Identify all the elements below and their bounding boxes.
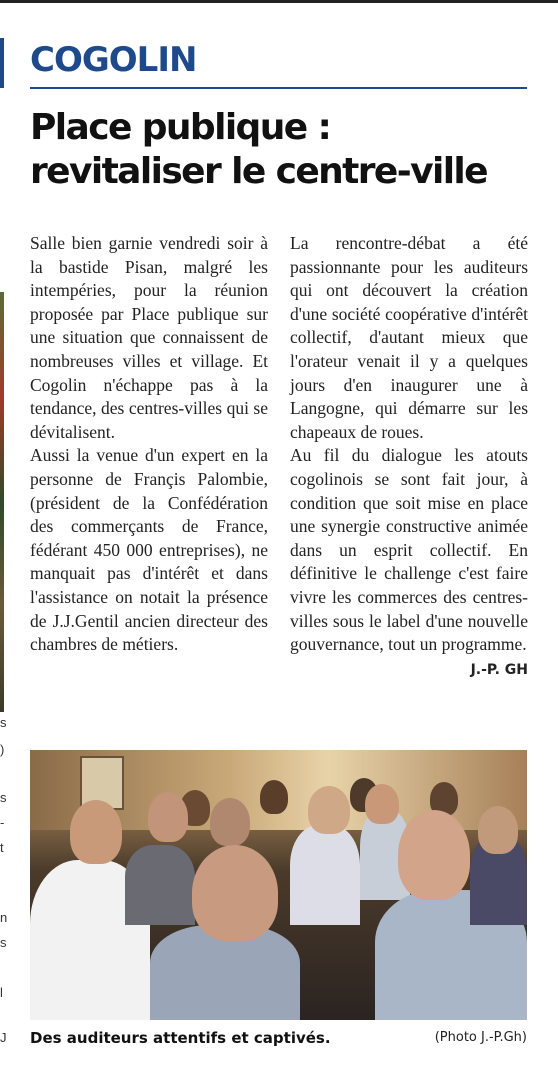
text-column-right — [290, 232, 528, 682]
paragraph-text: Au fil du dialogue les atouts cogolinois se sont fait jour, à condition que soit mise en place une synergie constructive animée dans un esprit collectif. En définitive le challenge c'est faire vivre les commerces des centres-villes sous le label d'une nouvelle gouvernance, tout un programme. — [290, 445, 528, 655]
paragraph — [290, 444, 528, 678]
text-column-left — [30, 232, 268, 657]
photo-person — [308, 786, 350, 834]
rubric-underline — [30, 87, 527, 89]
gutter-letter: - — [0, 815, 5, 830]
photo-person-shirt — [125, 845, 195, 925]
gutter-letter: t — [0, 840, 4, 855]
photo-caption: Des auditeurs attentifs et captivés. — [30, 1029, 331, 1047]
gutter-letter: s — [0, 935, 7, 950]
gutter-letter: l — [0, 985, 3, 1000]
adjacent-photo-edge — [0, 292, 4, 712]
photo-person — [148, 792, 188, 842]
photo-person — [70, 800, 122, 864]
gutter-letter: s — [0, 715, 7, 730]
top-rule — [0, 0, 558, 3]
gutter-letter: ) — [0, 742, 5, 757]
photo-person-shirt — [290, 825, 360, 925]
paragraph: Aussi la venue d'un expert en la personne de Françis Palombie, (président de la Confédération des commerçants de France, fédérant 450 000 entreprises), ne manquait pas d'intérêt et dans l'assistance on notait la présence de J.J.Gentil ancien directeur des chambres de métiers. — [30, 445, 268, 655]
photo-person — [478, 806, 518, 854]
photo-credit: (Photo J.-P.Gh) — [434, 1030, 527, 1045]
gutter-letter: J — [0, 1030, 7, 1045]
gutter-letter: n — [0, 910, 8, 925]
photo-person — [192, 845, 278, 941]
adjacent-column-strip — [0, 38, 4, 88]
paragraph: Salle bien garnie vendredi soir à la bastide Pisan, malgré les intempéries, pour la réunion proposée par Place publique sur une situation que connaissent de nombreuses villes et village. Et Cogolin n'échappe pas à la tendance, des centres-villes qui se dévitalisent. — [30, 233, 268, 442]
gutter-letter: s — [0, 790, 7, 805]
photo-person — [398, 810, 470, 900]
byline: J.-P. GH — [470, 661, 528, 678]
article-headline — [30, 106, 530, 194]
photo-person — [260, 780, 288, 814]
headline-line-2: revitaliser le centre-ville — [30, 151, 487, 192]
photo-person — [210, 798, 250, 846]
photo-person — [365, 784, 399, 824]
audience-photo — [30, 750, 527, 1020]
paragraph: La rencontre-débat a été passionnante pour les auditeurs qui ont découvert la création d'une société coopérative d'intérêt collectif, d'autant mieux que l'orateur venait il y a quelques jours d'en inaugurer une à Langogne, qui démarre sur les chapeaux de roues. — [290, 233, 528, 442]
section-rubric: COGOLIN — [30, 40, 197, 80]
headline-line-1: Place publique : — [30, 107, 331, 148]
